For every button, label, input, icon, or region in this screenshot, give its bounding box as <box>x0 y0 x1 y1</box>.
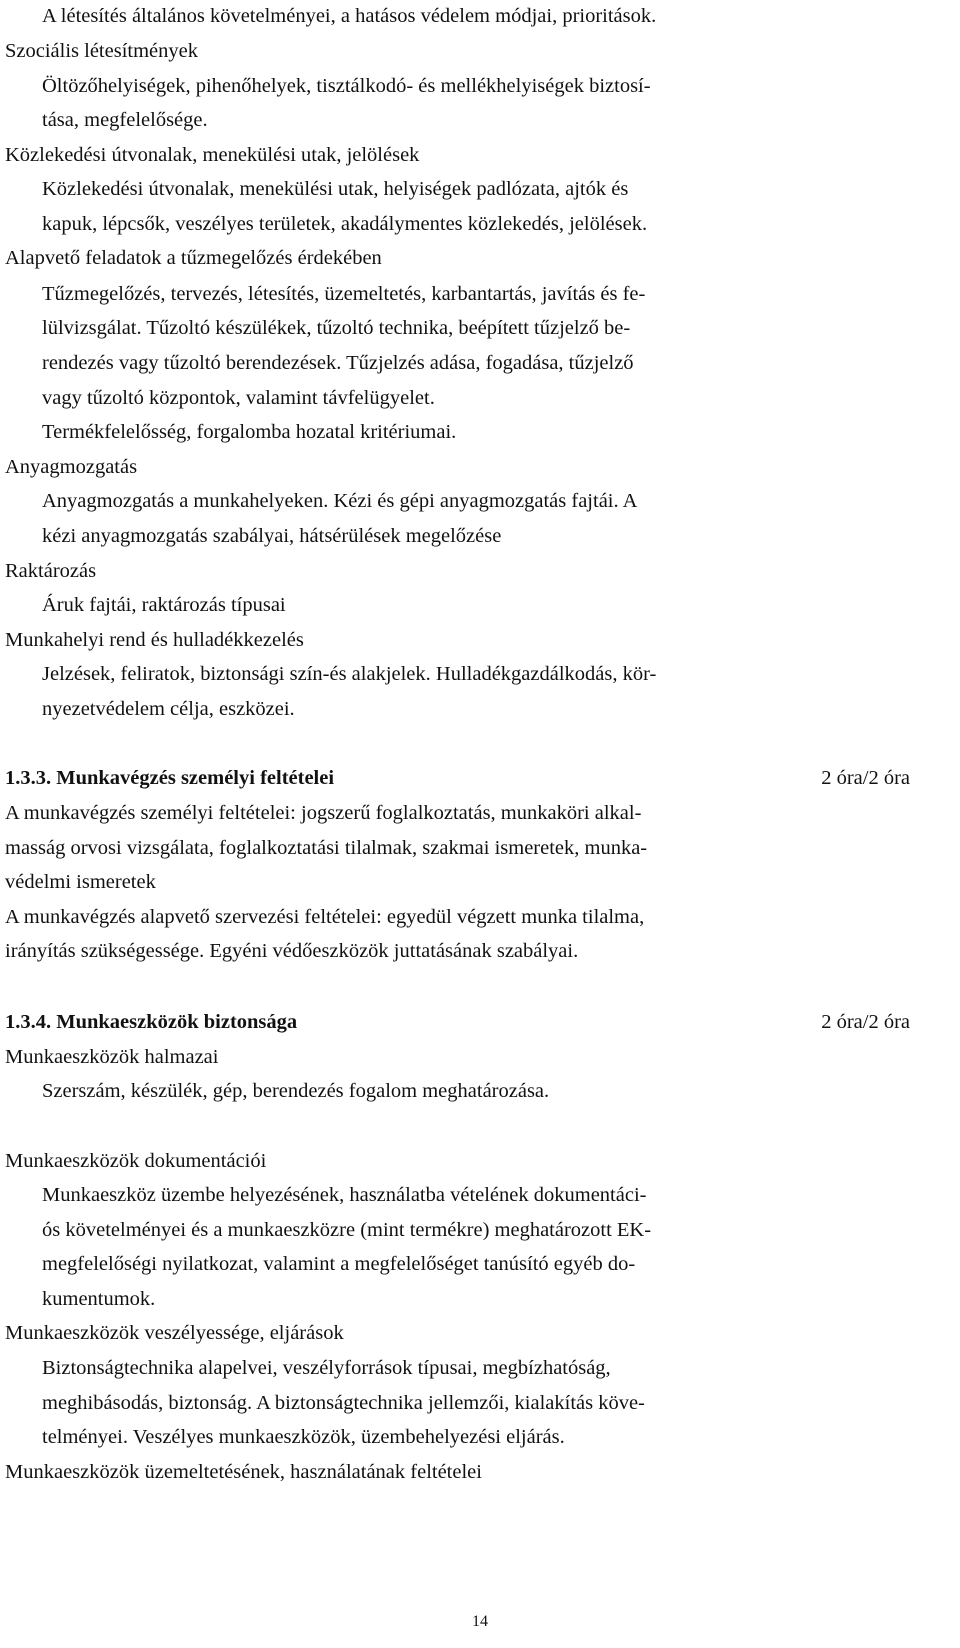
text-line: nyezetvédelem célja, eszközei. <box>42 698 295 720</box>
subsection-heading: Közlekedési útvonalak, menekülési utak, jelölések <box>5 144 420 166</box>
section-number: 1.3.4. <box>5 1011 52 1033</box>
text-line: Közlekedési útvonalak, menekülési utak, helyiségek padlózata, ajtók és <box>42 178 629 200</box>
subsection-heading: Munkaeszközök halmazai <box>5 1046 219 1068</box>
text-line: A létesítés általános követelményei, a hatásos védelem módjai, prioritások. <box>42 5 657 27</box>
text-line: Szerszám, készülék, gép, berendezés fogalom meghatározása. <box>42 1080 550 1102</box>
text-line: Áruk fajtái, raktározás típusai <box>42 594 286 616</box>
text-line: masság orvosi vizsgálata, foglalkoztatási tilalmak, szakmai ismeretek, munka- <box>5 837 648 859</box>
text-line: meghibásodás, biztonság. A biztonságtechnika jellemzői, kialakítás köve- <box>42 1392 645 1414</box>
section-title: Munkavégzés személyi feltételei <box>56 767 335 789</box>
text-line: A munkavégzés alapvető szervezési feltételei: egyedül végzett munka tilalma, <box>5 906 645 928</box>
text-line: védelmi ismeretek <box>5 871 156 893</box>
section-hours: 2 óra/2 óra <box>821 767 910 789</box>
text-line: Tűzmegelőzés, tervezés, létesítés, üzemeltetés, karbantartás, javítás és fe- <box>42 283 646 305</box>
text-line: tása, megfelelősége. <box>42 109 208 131</box>
text-line: megfelelőségi nyilatkozat, valamint a megfelelőséget tanúsító egyéb do- <box>42 1253 636 1275</box>
subsection-heading: Munkaeszközök üzemeltetésének, használatának feltételei <box>5 1461 482 1483</box>
text-line: rendezés vagy tűzoltó berendezések. Tűzjelzés adása, fogadása, tűzjelző <box>42 352 634 374</box>
text-line: Jelzések, feliratok, biztonsági szín-és alakjelek. Hulladékgazdálkodás, kör- <box>42 663 657 685</box>
text-line: kapuk, lépcsők, veszélyes területek, akadálymentes közlekedés, jelölések. <box>42 213 648 235</box>
subsection-heading: Raktározás <box>5 560 97 582</box>
text-line: irányítás szükségessége. Egyéni védőeszközök juttatásának szabályai. <box>5 940 579 962</box>
section-heading-1-3-4 <box>5 1012 910 1033</box>
section-heading-1-3-3 <box>5 768 910 789</box>
text-line: kumentumok. <box>42 1288 156 1310</box>
text-line: Termékfelelősség, forgalomba hozatal kritériumai. <box>42 421 457 443</box>
text-line: lülvizsgálat. Tűzoltó készülékek, tűzoltó technika, beépített tűzjelző be- <box>42 317 631 339</box>
subsection-heading: Anyagmozgatás <box>5 456 138 478</box>
subsection-heading: Alapvető feladatok a tűzmegelőzés érdekében <box>5 247 382 269</box>
page-number: 14 <box>472 1613 488 1630</box>
text-line: ós követelményei és a munkaeszközre (mint termékre) meghatározott EK- <box>42 1219 652 1241</box>
subsection-heading: Munkahelyi rend és hulladékkezelés <box>5 629 304 651</box>
subsection-heading: Szociális létesítmények <box>5 40 198 62</box>
text-line: kézi anyagmozgatás szabályai, hátsérülések megelőzése <box>42 525 502 547</box>
text-line: Anyagmozgatás a munkahelyeken. Kézi és gépi anyagmozgatás fajtái. A <box>42 490 638 512</box>
text-line: Biztonságtechnika alapelvei, veszélyforrások típusai, megbízhatóság, <box>42 1357 611 1379</box>
section-title: Munkaeszközök biztonsága <box>56 1011 298 1033</box>
text-line: Öltözőhelyiségek, pihenőhelyek, tisztálkodó- és mellékhelyiségek biztosí- <box>42 75 651 97</box>
section-number: 1.3.3. <box>5 767 52 789</box>
text-line: A munkavégzés személyi feltételei: jogszerű foglalkoztatás, munkaköri alkal- <box>5 802 642 824</box>
text-line: vagy tűzoltó központok, valamint távfelügyelet. <box>42 387 435 409</box>
section-hours: 2 óra/2 óra <box>821 1011 910 1033</box>
subsection-heading: Munkaeszközök dokumentációi <box>5 1150 267 1172</box>
text-line: telményei. Veszélyes munkaeszközök, üzembehelyezési eljárás. <box>42 1426 565 1448</box>
subsection-heading: Munkaeszközök veszélyessége, eljárások <box>5 1322 344 1344</box>
text-line: Munkaeszköz üzembe helyezésének, használatba vételének dokumentáci- <box>42 1184 647 1206</box>
